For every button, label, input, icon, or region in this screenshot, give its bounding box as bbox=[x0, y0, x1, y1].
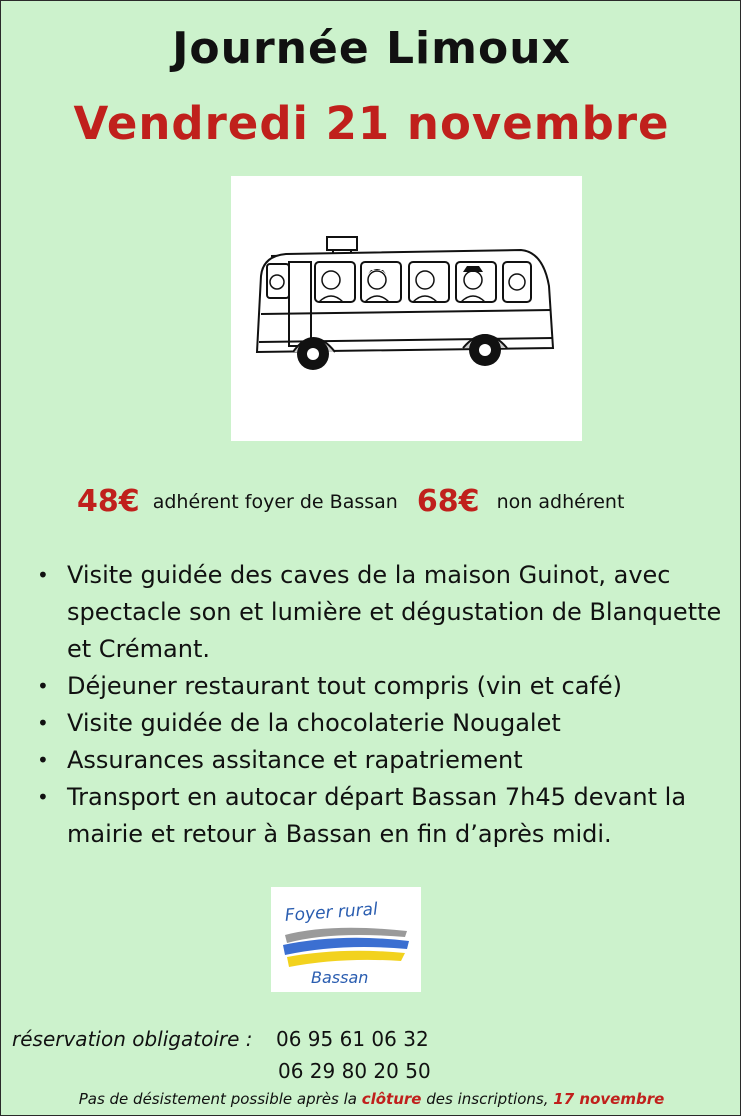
list-item: • Visite guidée des caves de la maison Guinot, avec spectacle son et lumière et dégustation de Blanquette et Crémant. bbox=[37, 557, 737, 668]
list-item: • Visite guidée de la chocolaterie Nougalet bbox=[37, 705, 737, 742]
feature-list bbox=[37, 557, 737, 853]
bullet-icon: • bbox=[37, 674, 49, 698]
price-line bbox=[77, 484, 717, 519]
bus-icon bbox=[231, 176, 582, 441]
list-item: • Déjeuner restaurant tout compris (vin et café) bbox=[37, 668, 737, 705]
cancellation-notice: Pas de désistement possible après la clôture des inscriptions, 17 novembre bbox=[78, 1090, 665, 1108]
logo-icon bbox=[271, 887, 421, 992]
bullet-icon: • bbox=[37, 711, 49, 735]
phone-number-1: 06 95 61 06 32 bbox=[276, 1027, 429, 1051]
highlight-cloture: clôture bbox=[361, 1090, 422, 1108]
nonmember-label: non adhérent bbox=[496, 490, 625, 513]
highlight-date: 17 novembre bbox=[553, 1090, 665, 1108]
member-label: adhérent foyer de Bassan bbox=[152, 490, 398, 513]
list-item: • Assurances assitance et rapatriement bbox=[37, 742, 737, 779]
foyer-rural-logo bbox=[271, 887, 421, 992]
member-price: 48€ bbox=[77, 484, 140, 519]
list-item: • Transport en autocar départ Bassan 7h45 devant la mairie et retour à Bassan en fin d’après midi. bbox=[37, 779, 737, 853]
page-title: Journée Limoux bbox=[172, 23, 571, 74]
phone-number-2: 06 29 80 20 50 bbox=[278, 1059, 431, 1083]
reservation-line bbox=[12, 1027, 429, 1051]
nonmember-price: 68€ bbox=[416, 484, 480, 519]
event-date: Vendredi 21 novembre bbox=[73, 97, 670, 150]
bullet-icon: • bbox=[37, 748, 49, 772]
logo-line1: Foyer rural bbox=[284, 899, 379, 926]
bullet-icon: • bbox=[37, 563, 49, 587]
reservation-label: réservation obligatoire : bbox=[12, 1027, 253, 1051]
bus-illustration bbox=[231, 176, 582, 441]
bullet-icon: • bbox=[37, 785, 49, 809]
logo-line2: Bassan bbox=[311, 968, 369, 987]
